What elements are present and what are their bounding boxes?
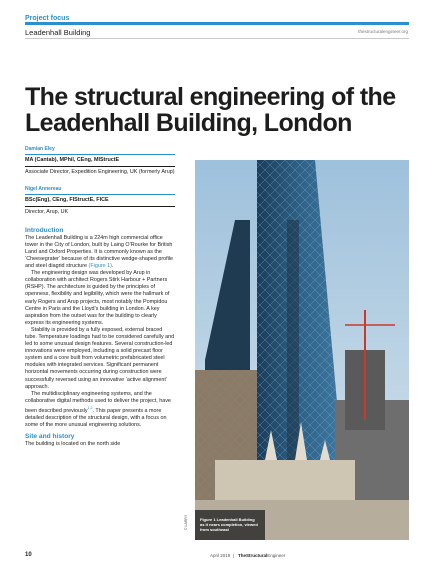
author-role: Director, Arup, UK	[25, 209, 69, 216]
intro-p1-text: The Leadenhall Building is a 224m high commercial office tower in the City of London, built by Laing O’Rourke for British Land and Oxford Properties. It is commonly known as the ‘Cheesegrater’ because of its distinctive wedge-shaped profile and steel diagrid structure	[25, 234, 174, 270]
author-block-1	[25, 146, 175, 176]
journal-name	[238, 553, 285, 558]
section-label: Project focus	[25, 15, 70, 22]
header-divider	[25, 38, 409, 39]
intro-p4-tail: . This paper presents a more detailed description of the structural design, with a focus on some of the more unusual engineering solutions.	[25, 407, 167, 428]
figure-1-photo	[195, 160, 409, 540]
journal-name-bold: TheStructural	[238, 553, 268, 558]
heading-introduction: Introduction	[25, 226, 64, 234]
figure-1-reference[interactable]: (Figure 1)	[88, 263, 112, 270]
journal-name-rest: Engineer	[267, 553, 286, 558]
section-subtitle: Leadenhall Building	[25, 28, 91, 37]
author-role: Associate Director, Expedition Engineering, UK (formerly Arup)	[25, 169, 175, 176]
author-block-2	[25, 186, 175, 216]
page-number: 10	[25, 552, 32, 558]
journal-url[interactable]: thestructuralengineer.org	[358, 29, 408, 34]
intro-p4-text: The multidisciplinary engineering systems, and the collaborative digital methods used to deliver the project, have been described previously	[25, 390, 171, 414]
heading-site-history: Site and history	[25, 432, 75, 440]
issue-date: April 2019	[210, 553, 231, 558]
photo-credit: © LARRY	[184, 514, 188, 530]
site-paragraph-1: The building is located on the north side	[25, 441, 121, 448]
author-qualifications: BSc(Eng), CEng, FIStructE, FICE	[25, 197, 175, 207]
figure-caption: Figure 1 Leadenhall Building as it nears completion, viewed from southeast	[200, 517, 258, 532]
intro-paragraph-4	[25, 391, 175, 429]
author-qualifications: MA (Cantab), MPhil, CEng, MIStructE	[25, 157, 175, 167]
author-name: Damian Eley	[25, 146, 175, 155]
citation-reference[interactable]: 1,2	[87, 405, 93, 410]
intro-paragraph-1: The Leadenhall Building is a 224m high commercial office tower in the City of London, built by Laing O’Rourke for British Land and Oxford Properties. It is commonly known as the ‘Cheesegrater’ because of its distinctive wedge-shaped profile and steel diagrid structure (Figure 1).	[25, 234, 174, 270]
author-name: Nigel Annereau	[25, 186, 175, 195]
building-photo-illustration	[195, 160, 409, 540]
footer-separator: |	[233, 553, 235, 558]
text-column	[25, 146, 175, 448]
intro-paragraph-2: The engineering design was developed by Arup in collaboration with architect Rogers Stirk Harbour + Partners (RSHP). The architecture is guided by the principles of openness, flexibility and legibility, which were the hallmark of early Rogers and Arup projects, most notably the Pompidou Centre in Paris and the Lloyd’s building in London. A key aspiration from the outset was for the building to clearly express its engineering systems.	[25, 270, 170, 326]
intro-paragraph-3: Stability is provided by a fully exposed, external braced tube. Temperature loadings had to be considered carefully and led to some unusual design features. Several construction-led innovations were employed, including a solid precast floor system and a core built from volumetric prefabricated steel modules with integrated services. Significant permanent horizontal movements occurring during construction were successfully reversed using an innovative ‘active alignment’ approach.	[25, 326, 175, 390]
header-rule	[25, 22, 409, 25]
article-title: The structural engineering of the Leadenhall Building, London	[25, 83, 396, 137]
